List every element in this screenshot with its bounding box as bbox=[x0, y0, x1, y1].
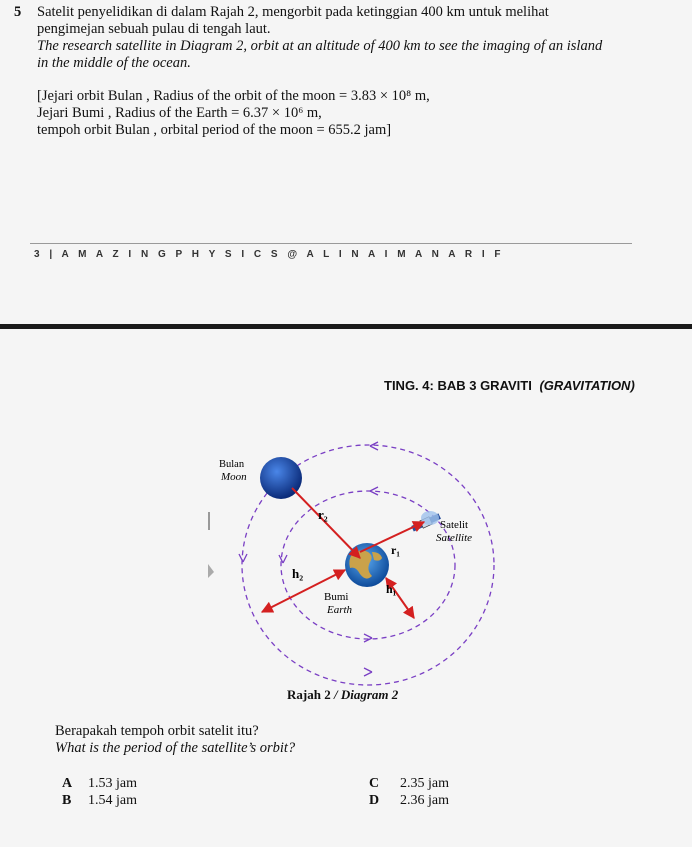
option-d-text: 2.36 jam bbox=[400, 793, 449, 808]
h1-label: h₁ bbox=[386, 582, 397, 596]
caption-ms: Rajah 2 bbox=[287, 687, 331, 702]
option-b-letter: B bbox=[62, 793, 72, 808]
earth-label-en: Earth bbox=[327, 604, 353, 616]
option-d-letter: D bbox=[369, 793, 380, 808]
satellite-label-ms: Satelit bbox=[440, 519, 469, 531]
question-ms-line2: pengimejan sebuah pulau di tengah laut. bbox=[37, 21, 271, 37]
h2-label: h₂ bbox=[292, 566, 304, 581]
moon-label-en: Moon bbox=[221, 471, 247, 483]
r1-label: r₁ bbox=[391, 543, 400, 557]
r2-arrow bbox=[292, 488, 360, 558]
sat-orbit-arrow-left-icon bbox=[279, 555, 287, 563]
chapter-title-ms: TING. 4: BAB 3 GRAVITI bbox=[384, 378, 532, 393]
footer-rule bbox=[30, 243, 632, 244]
earth-label-ms: Bumi bbox=[324, 591, 349, 603]
given-earth-radius: Jejari Bumi , Radius of the Earth = 6.37 × 10⁶ m, bbox=[37, 105, 322, 121]
option-d[interactable] bbox=[369, 793, 449, 809]
satellite-label-en: Satellite bbox=[436, 532, 473, 544]
given-moon-radius: [Jejari orbit Bulan , Radius of the orbit of the moon = 3.83 × 10⁸ m, bbox=[37, 88, 430, 104]
question-en-line1: The research satellite in Diagram 2, orbit at an altitude of 400 km to see the imaging of an island bbox=[37, 38, 603, 54]
question-number: 5 bbox=[14, 4, 22, 20]
question-en-line2: in the middle of the ocean. bbox=[37, 55, 191, 71]
margin-arrow-icon bbox=[208, 564, 214, 578]
option-b[interactable] bbox=[62, 793, 137, 809]
option-a-text: 1.53 jam bbox=[88, 776, 137, 791]
option-c[interactable] bbox=[369, 776, 449, 792]
page-footer: 3 | A M A Z I N G P H Y S I C S @ A L I N A I M A N A R I F bbox=[34, 249, 505, 260]
option-c-text: 2.35 jam bbox=[400, 776, 449, 791]
given-moon-period: tempoh orbit Bulan , orbital period of the moon = 655.2 jam] bbox=[37, 122, 392, 138]
moon-orbit-arrow-bottom-icon bbox=[364, 668, 372, 676]
option-a[interactable] bbox=[62, 776, 137, 792]
chapter-title bbox=[384, 378, 635, 393]
option-c-letter: C bbox=[369, 776, 380, 791]
prompt-en: What is the period of the satellite’s orbit? bbox=[55, 740, 296, 756]
page-break-rule bbox=[0, 324, 692, 329]
diagram-caption bbox=[287, 687, 398, 703]
r2-label: r₂ bbox=[318, 507, 328, 522]
moon-orbit-arrow-top-icon bbox=[370, 442, 378, 450]
moon-label-ms: Bulan bbox=[219, 459, 245, 470]
option-a-letter: A bbox=[62, 776, 73, 791]
question-ms-line1: Satelit penyelidikan di dalam Rajah 2, mengorbit pada ketinggian 400 km untuk melihat bbox=[37, 4, 549, 20]
chapter-title-en: (GRAVITATION) bbox=[539, 378, 635, 393]
caption-en: / Diagram 2 bbox=[333, 687, 399, 702]
orbit-diagram bbox=[0, 430, 692, 690]
prompt-ms: Berapakah tempoh orbit satelit itu? bbox=[55, 723, 259, 739]
sat-orbit-arrow-bottom-icon bbox=[364, 634, 372, 642]
margin-mark bbox=[208, 512, 210, 530]
option-b-text: 1.54 jam bbox=[88, 793, 137, 808]
